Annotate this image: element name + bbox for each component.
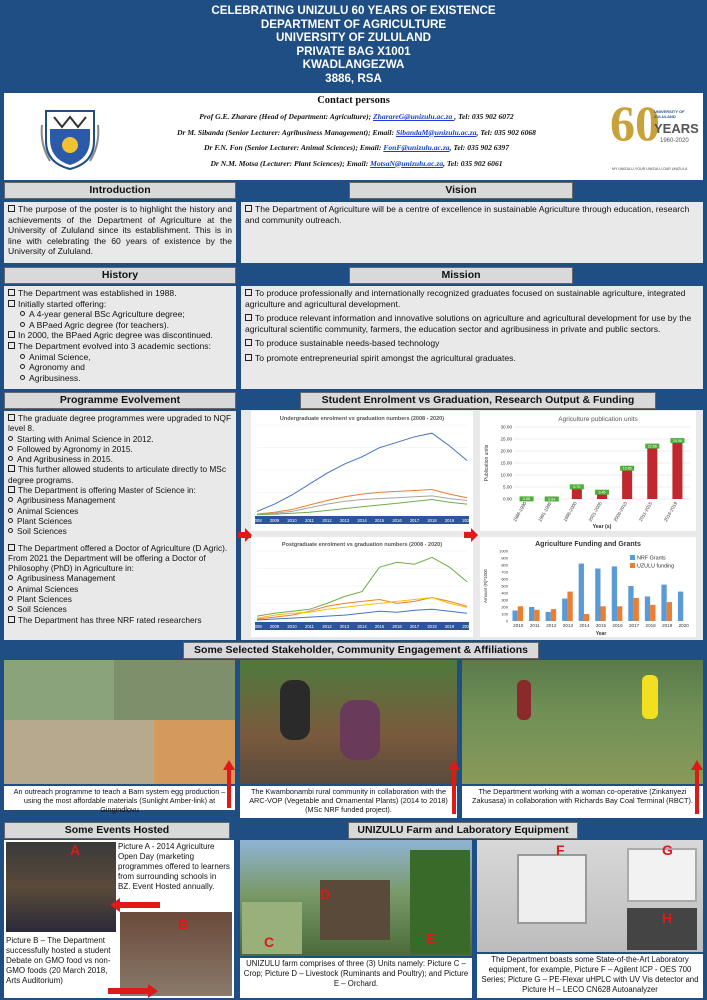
contact-pre: Prof G.E. Zharare (Head of Department: Agriculture); (199, 112, 374, 121)
photo-tile (642, 675, 658, 719)
programme-text: The Department has three NRF rated researchers (18, 614, 202, 625)
farm-heading: UNIZULU Farm and Laboratory Equipment (348, 822, 578, 839)
history-box (4, 286, 236, 389)
x-tick-label: 2012 (546, 623, 557, 628)
x-tick-label: 2019 (444, 624, 455, 629)
contact-email[interactable]: ZharareG@unizulu.ac.za (373, 112, 455, 121)
history-text: Agribusiness. (29, 372, 81, 383)
series-line (257, 557, 467, 616)
programme-subitem (8, 506, 232, 516)
x-tick-label: 2014 (357, 518, 367, 523)
bar (518, 606, 523, 621)
x-axis-label: Year (s) (592, 524, 612, 530)
university-crest-icon (40, 105, 100, 171)
programme-text: Animal Sciences (17, 583, 79, 594)
cooperative-photo (462, 660, 703, 784)
series-line (257, 609, 467, 620)
y-tick-label: 900 (501, 555, 508, 561)
y-axis-label: Publication units (484, 444, 490, 482)
programme-subitem (8, 454, 232, 464)
contact-email[interactable]: SibandaM@unizulu.ac.za (395, 127, 477, 137)
x-tick-label: 2013 (339, 624, 350, 629)
x-tick-label: 1991-1995 (537, 501, 553, 523)
checkbox-icon (8, 486, 15, 493)
y-tick-label: 800 (501, 562, 508, 568)
label-b: B (178, 916, 189, 932)
history-subitem (8, 309, 232, 320)
right-arrow-icon (108, 984, 158, 998)
contact-pre: Dr M. Sibanda (Senior Lecturer: Agribusiness Management); Email: (177, 127, 396, 137)
y-axis-label: Amount (R)*1000 (483, 569, 488, 603)
series-line (257, 490, 467, 515)
vision-heading: Vision (349, 182, 573, 199)
history-subitem (8, 320, 232, 331)
logo-years: YEARS (654, 121, 699, 136)
bullet-icon (8, 497, 13, 502)
checkbox-icon (245, 354, 252, 361)
contact-panel (4, 93, 703, 180)
programme-item (8, 464, 232, 485)
label-f: F (556, 842, 565, 858)
logo-range: 1960-2020 (660, 138, 689, 144)
bullet-icon (20, 364, 25, 369)
bar (534, 610, 539, 621)
x-tick-label: 2019 (444, 518, 455, 523)
bullet-icon (8, 446, 13, 451)
label-h: H (662, 910, 673, 926)
y-tick-label: 20.00 (500, 448, 512, 454)
legend-label: UZULU funding (637, 563, 675, 570)
history-subitem (8, 373, 232, 384)
bullet-icon (8, 586, 13, 591)
x-tick-label: 1996-2000 (562, 501, 578, 523)
history-item (8, 341, 232, 352)
y-tick-label: 200 (501, 604, 508, 610)
legend-swatch (630, 563, 635, 568)
undergrad-line-chart (251, 411, 473, 531)
photo-tile (4, 720, 154, 784)
legend-swatch (630, 555, 635, 560)
contact-person (94, 125, 619, 141)
farm-photo (240, 840, 472, 956)
x-tick-label: 2018 (427, 624, 437, 629)
y-tick-label: 10.00 (500, 472, 512, 478)
x-tick-label: 2016 (392, 518, 402, 523)
egg-production-photo (4, 660, 235, 784)
x-tick-label: 2018 (645, 623, 656, 628)
bullet-icon (20, 354, 25, 359)
bullet-icon (8, 436, 13, 441)
mission-item (245, 338, 699, 349)
programme-text: The graduate degree programmes were upgraded to NQF level 8. (8, 413, 232, 434)
checkbox-icon (8, 544, 15, 551)
x-tick-label: 2012 (322, 624, 332, 629)
mission-text: To produce professionally and internationally recognized graduates focused on sustainable agriculture, integrated agriculture and agricultural development. (245, 288, 686, 309)
sixty-years-logo (610, 95, 702, 179)
mission-box (241, 286, 703, 389)
x-tick-label: 2017 (409, 624, 420, 629)
x-tick-label: 2018 (427, 518, 437, 523)
x-tick-label: 2016 (392, 624, 402, 629)
data-label: 22.66 (647, 444, 657, 449)
photo-tile (410, 850, 470, 954)
publication-bar-chart (480, 411, 696, 531)
events-heading: Some Events Hosted (4, 822, 230, 839)
right-arrow-icon (238, 528, 252, 542)
up-arrow-icon (223, 760, 235, 770)
x-tick-label: 2008 (252, 518, 262, 523)
programme-subitem (8, 573, 232, 583)
poster-header (0, 0, 707, 92)
bar (529, 607, 534, 621)
photo-tile (280, 680, 310, 740)
up-arrow-icon (691, 760, 703, 770)
arrow-line (227, 770, 231, 808)
checkbox-icon (8, 300, 15, 307)
programme-item (8, 615, 232, 625)
history-text: Animal Science, (29, 351, 91, 362)
y-tick-label: 0 (505, 618, 508, 624)
caption-kwambonambi: The Kwambonambi rural community in collaboration with the ARC-VOP (Vegetable and Ornamental Plants) (2014 to 2018) (MSc NRF funded project). (240, 786, 457, 818)
x-tick-label: 2011 (304, 624, 315, 629)
stakeholder-heading: Some Selected Stakeholder, Community Engagement & Affiliations (183, 642, 539, 659)
bar (546, 612, 551, 621)
bullet-icon (8, 575, 13, 580)
history-subitem (8, 352, 232, 363)
header-line: DEPARTMENT OF AGRICULTURE (260, 17, 447, 31)
bar (595, 569, 600, 622)
bar (601, 606, 606, 621)
legend-label: NRF Grants (637, 555, 666, 562)
x-tick-label: 2020 (462, 518, 472, 523)
checkbox-icon (8, 414, 15, 421)
logo-tagline: MY UNIZULU,YOUR UNIZULU,OUR UNIZULU (612, 167, 688, 171)
programme-item (8, 413, 232, 434)
programme-text: Followed by Agronomy in 2015. (17, 443, 133, 454)
y-tick-label: 15.00 (500, 460, 512, 466)
x-tick-label: 2009 (269, 518, 280, 523)
bullet-icon (8, 508, 13, 513)
history-text: The Department was established in 1988. (18, 288, 177, 298)
bullet-icon (8, 606, 13, 611)
x-tick-label: 2006-2010 (612, 501, 629, 523)
y-tick-label: 100 (501, 611, 508, 617)
bar (612, 566, 617, 621)
x-tick-label: 2019 (662, 623, 673, 628)
bullet-icon (8, 518, 13, 523)
checkbox-icon (8, 331, 15, 338)
data-label: 0.68 (523, 497, 531, 502)
bar (650, 605, 655, 621)
vision-box (241, 202, 703, 263)
caption-egg: An outreach programme to teach a Barn system egg production – using the most affordable materials (Sunlight Amber-link) at Gingindlovu (4, 786, 235, 810)
x-tick-label: 2012 (322, 518, 332, 523)
bullet-icon (20, 322, 25, 327)
history-item (8, 330, 232, 341)
chart-title: Undergraduate enrolment vs graduation numbers (2008 - 2020) (279, 416, 445, 422)
caption-cooperative: The Department working with a woman co-operative (Zinkanyezi Zakusasa) in collaboration with Richards Bay Coal Terminal (RBCT). (462, 786, 703, 818)
header-line: UNIVERSITY OF ZULULAND (275, 31, 431, 45)
bar (628, 586, 633, 621)
right-arrow-icon (464, 528, 478, 542)
contact-pre: Dr F.N. Fon (Senior Lecturer: Animal Sciences); Email: (204, 143, 384, 152)
photo-tile (517, 854, 587, 924)
mission-item (245, 288, 699, 309)
bullet-icon (8, 456, 13, 461)
contact-post: , Tel: 035 902 6397 (449, 143, 509, 152)
programme-text: Starting with Animal Science in 2012. (17, 433, 154, 444)
checkbox-icon (245, 205, 252, 212)
photo-tile (4, 660, 114, 720)
checkbox-icon (8, 342, 15, 349)
x-tick-label: 2011 (529, 623, 540, 628)
picture-a-photo (6, 842, 116, 932)
y-tick-label: 5.00 (503, 484, 512, 490)
mission-text: To promote entrepreneurial spirit amongst the agricultural graduates. (255, 352, 516, 363)
programme-box (4, 411, 236, 640)
programme-text: The Department is offering Master of Science in: (18, 485, 196, 496)
contact-person (94, 140, 619, 156)
y-tick-label: 700 (501, 569, 508, 575)
checkbox-icon (245, 289, 252, 296)
x-tick-label: 2013 (339, 518, 350, 523)
checkbox-icon (245, 314, 252, 321)
contact-post: , Tel: 035 902 6068 (476, 127, 536, 137)
data-label: 13.45 (622, 466, 632, 471)
funding-bar-chart (480, 537, 696, 637)
series-line (257, 598, 467, 620)
programme-subitem (8, 516, 232, 526)
photo-tile (340, 700, 380, 760)
bar (622, 467, 632, 499)
series-line (257, 496, 467, 514)
programme-text: Plant Sciences (17, 515, 72, 526)
programme-subitem (8, 594, 232, 604)
x-tick-label: 2008 (252, 624, 262, 629)
programme-subitem (8, 495, 232, 505)
bar (634, 598, 639, 621)
x-tick-label: 1986-1990 (512, 501, 528, 523)
mission-text: To produce sustainable needs-based technology (255, 338, 440, 349)
photo-tile (154, 720, 235, 784)
introduction-text: The purpose of the poster is to highlight the history and achievements of the Department of Agriculture at the University of Zululand since its establishment. This is in line with celebrating the 60 years of existence by the University of Zululand. (8, 204, 232, 257)
data-label: 24.96 (672, 438, 682, 443)
bar (667, 602, 672, 621)
up-arrow-icon (448, 760, 460, 770)
data-label: 3.45 (598, 490, 606, 495)
bar (617, 606, 622, 621)
bullet-icon (20, 311, 25, 316)
contact-person (94, 109, 619, 125)
label-c: C (264, 934, 275, 950)
history-text: A 4-year general BSc Agriculture degree; (29, 309, 185, 320)
y-tick-label: 1000 (499, 548, 508, 554)
programme-text: Plant Sciences (17, 594, 72, 605)
programme-subitem (8, 604, 232, 614)
y-tick-label: 25.00 (500, 436, 512, 442)
programme-text: Soil Sciences (17, 526, 67, 537)
header-line: PRIVATE BAG X1001 (296, 44, 411, 58)
programme-text: Agribusiness Management (17, 573, 116, 584)
programme-item (8, 485, 232, 495)
bar (647, 445, 657, 499)
bullet-icon (8, 528, 13, 533)
bar (579, 564, 584, 621)
photo-tile (114, 660, 235, 720)
history-subitem (8, 362, 232, 373)
header-line: 3886, RSA (325, 71, 382, 85)
history-item (8, 288, 232, 299)
x-tick-label: 2010 (513, 623, 524, 628)
introduction-heading: Introduction (4, 182, 236, 199)
caption-farm: UNIZULU farm comprises of three (3) Units namely: Picture C – Crop; Picture D – Livestock (Ruminants and Poultry); and Picture E – Orchard. (240, 958, 472, 998)
x-tick-label: 2020 (678, 623, 689, 628)
label-a: A (70, 842, 81, 858)
photo-tile (320, 880, 390, 940)
chart-title: Agriculture publication units (558, 416, 638, 423)
x-tick-label: 2015 (595, 623, 607, 628)
history-text: The Department evolved into 3 academic sections: (18, 340, 211, 351)
chart-title: Agriculture Funding and Grants (535, 541, 641, 548)
x-tick-label: 2010 (287, 624, 297, 629)
mission-item (245, 313, 699, 334)
checkbox-icon (8, 465, 15, 472)
history-text: In 2000, the BPaed Agric degree was discontinued. (18, 330, 213, 341)
programme-item (8, 543, 232, 574)
history-item (8, 299, 232, 310)
bar (678, 592, 683, 621)
programme-text: The Department offered a Doctor of Agriculture (D Agric). From 2021 the Department will be offering a Doctor of Philosophy (PhD) in Agriculture in: (8, 542, 228, 574)
x-tick-label: 2013 (562, 623, 574, 628)
vision-text: The Department of Agriculture will be a centre of excellence in sustainable Agriculture through education, research and community outreach. (245, 204, 690, 225)
contact-pre: Dr N.M. Motsa (Lecturer: Plant Sciences); Email: (210, 158, 371, 168)
caption-picture-a: Picture A - 2014 Agriculture Open Day (marketing programmes offered to learners from surrounding schools in BZ. Event Hosted annually. (118, 842, 230, 891)
programme-text: And Agribusiness in 2015. (17, 454, 113, 465)
x-tick-label: 2011-2015 (638, 501, 654, 523)
contact-email[interactable]: FonF@unizulu.ac.za (383, 143, 450, 152)
header-line: KWADLANGEZWA (302, 58, 405, 72)
label-g: G (662, 842, 673, 858)
label-d: D (320, 886, 331, 902)
x-axis-label: Year (595, 631, 607, 637)
chart-title: Postgraduate enrolment vs graduation numbers (2008 - 2020) (281, 542, 443, 548)
contact-lines (94, 109, 619, 171)
y-tick-label: 0.00 (503, 496, 512, 502)
history-text: Initially started offering: (18, 298, 107, 309)
bar (661, 585, 666, 621)
y-tick-label: 300 (501, 597, 508, 603)
bullet-icon (8, 596, 13, 601)
x-tick-label: 2020 (462, 624, 472, 629)
x-tick-label: 2010 (287, 518, 297, 523)
introduction-item (8, 204, 232, 257)
x-tick-label: 2014 (357, 624, 367, 629)
programme-subitem (8, 526, 232, 536)
bar (645, 597, 650, 622)
y-tick-label: 400 (501, 590, 508, 596)
bar (562, 599, 567, 621)
programme-text: Animal Sciences (17, 505, 79, 516)
history-text: Agronomy and (29, 362, 85, 373)
programme-text: This further allowed students to articulate directly to MSc degree programs. (8, 464, 226, 485)
arrow-line (452, 770, 456, 814)
x-tick-label: 2017 (628, 623, 640, 628)
checkbox-icon (245, 339, 252, 346)
contact-email[interactable]: MotsaN@unizulu.ac.za (370, 158, 444, 168)
history-heading: History (4, 267, 236, 284)
x-tick-label: 2017 (409, 518, 420, 523)
checkbox-icon (8, 616, 15, 623)
history-text: A BPaed Agric degree (for teachers). (29, 319, 169, 330)
programme-text: Agribusiness Management (17, 495, 116, 506)
mission-text: To produce relevant information and innovative solutions on agriculture and agricultural development for use by the agricultural scientific community, farmers, the education sector and agribusiness in private and public sectors. (245, 313, 692, 334)
programme-subitem (8, 434, 232, 444)
enrolment-heading: Student Enrolment vs Graduation, Research Output & Funding (300, 392, 656, 409)
introduction-box (4, 202, 236, 263)
photo-tile (517, 680, 531, 720)
header-line: CELEBRATING UNIZULU 60 YEARS OF EXISTENCE (211, 4, 496, 17)
x-tick-label: 2016-2019 (662, 501, 679, 523)
data-label: 0.64 (548, 497, 556, 502)
x-tick-label: 2001-2005 (587, 501, 603, 523)
vision-item (245, 204, 699, 225)
left-arrow-icon (110, 898, 160, 912)
x-tick-label: 2014 (579, 623, 590, 628)
logo-univ: UNIVERSITY OF ZULULAND (654, 109, 685, 119)
y-tick-label: 500 (501, 583, 508, 589)
caption-picture-b: Picture B – The Department successfully hosted a student Debate on GMO food vs non-GMO foods (20 March 2018, Arts Auditorium) (6, 936, 111, 985)
series-line (257, 500, 467, 515)
contact-post: , Tel: 035 902 6072 (454, 112, 514, 121)
x-tick-label: 2011 (304, 518, 315, 523)
postgrad-line-chart (251, 537, 473, 637)
contact-person (94, 156, 619, 172)
x-tick-label: 2016 (612, 623, 623, 628)
checkbox-icon (8, 289, 15, 296)
y-tick-label: 30.00 (500, 424, 512, 430)
data-label: 5.70 (573, 485, 581, 490)
bar (584, 614, 589, 621)
bar (512, 611, 517, 622)
bullet-icon (20, 375, 25, 380)
programme-subitem (8, 444, 232, 454)
bar (567, 592, 572, 621)
checkbox-icon (8, 205, 15, 212)
arrow-line (695, 770, 699, 814)
caption-lab: The Department boasts some State-of-the-Art Laboratory equipment, for example, Picture F – Agilent ICP - OES 700 Series; Picture G – PE-Flexar uHPLC with UV Vis detector and Picture H – LECO CN628 Autoanalyzer (477, 954, 703, 998)
label-e: E (426, 930, 436, 946)
contact-title: Contact persons (317, 95, 390, 106)
y-tick-label: 600 (501, 576, 508, 582)
programme-heading: Programme Evolvement (4, 392, 236, 409)
contact-post: , Tel: 035 902 6061 (443, 158, 503, 168)
kwambonambi-photo (240, 660, 457, 784)
mission-heading: Mission (349, 267, 573, 284)
x-tick-label: 2015 (374, 624, 385, 629)
bar (672, 439, 682, 499)
x-tick-label: 2009 (269, 624, 280, 629)
programme-subitem (8, 584, 232, 594)
programme-text: Soil Sciences (17, 604, 67, 615)
bar (551, 609, 556, 621)
mission-item (245, 353, 699, 364)
logo-sixty: 60 (610, 95, 660, 151)
x-tick-label: 2015 (374, 518, 385, 523)
